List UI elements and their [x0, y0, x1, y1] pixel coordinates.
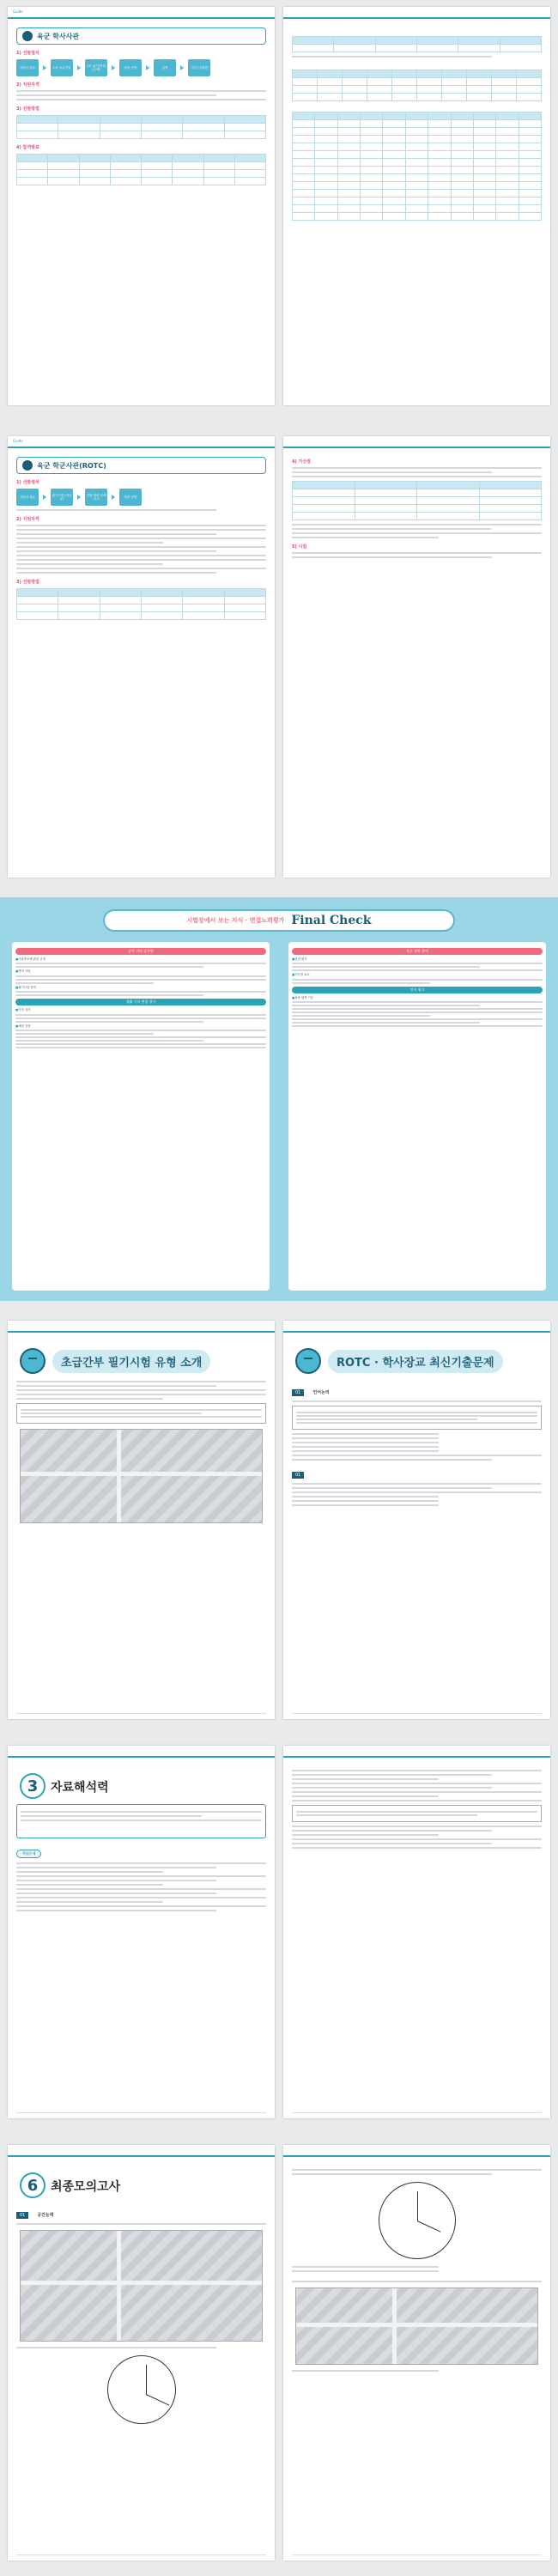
chapter-6-right	[283, 2145, 550, 2561]
running-head	[283, 1321, 550, 1333]
flow-step: 2차 필기/면접 (신체)	[85, 59, 107, 76]
chapter-6-left	[8, 2145, 275, 2561]
check-item: ■ 가산점 요소	[292, 973, 543, 976]
text-line	[292, 1496, 439, 1498]
mascot-icon	[295, 1348, 321, 1374]
example-box	[292, 1805, 542, 1822]
text-line	[16, 2223, 266, 2225]
text-line	[16, 94, 216, 96]
text-line	[292, 1500, 439, 1502]
text-line	[292, 1838, 542, 1840]
flow-step: 최종 선발	[119, 59, 142, 76]
text-line	[292, 556, 492, 558]
text-line	[292, 1442, 439, 1443]
text-line	[292, 1783, 542, 1784]
map-figure	[20, 2230, 263, 2342]
final-check-spread	[0, 897, 558, 1301]
text-line	[16, 1867, 216, 1868]
text-line	[16, 509, 216, 511]
right-table-3	[292, 112, 542, 221]
text-line	[292, 1847, 542, 1849]
section-label: 언어논리	[312, 1390, 330, 1395]
process-flow	[16, 489, 266, 506]
text-line	[16, 1880, 216, 1881]
text-line	[292, 56, 492, 58]
chapter-name: 최종모의고사	[51, 2179, 121, 2194]
final-check-header	[103, 909, 455, 932]
text-line	[16, 2347, 216, 2348]
text-line	[16, 533, 216, 535]
guide-right-page	[283, 1321, 550, 1719]
text-line	[16, 568, 266, 569]
check-item: ■ 필기시험 영역	[15, 986, 266, 989]
text-line	[292, 476, 542, 477]
text-line	[16, 1897, 266, 1899]
emblem-icon	[22, 460, 33, 471]
page-footer	[16, 1713, 266, 1716]
panel-heading: 육군 정보 참여	[292, 948, 543, 955]
section-label: 3) 선발방법	[16, 106, 39, 112]
running-head	[283, 436, 550, 448]
text-line	[292, 1459, 492, 1461]
guide-spread	[0, 1314, 558, 1726]
final-check-left-panel	[12, 942, 270, 1291]
text-line	[292, 1795, 439, 1797]
running-head	[283, 1746, 550, 1758]
chapter-3-spread	[0, 1739, 558, 2125]
score-table	[16, 154, 266, 185]
running-head	[283, 2145, 550, 2157]
section-label: 공간능력	[37, 2213, 54, 2218]
running-head	[8, 7, 275, 19]
page-footer	[16, 2112, 266, 2115]
flow-step: 1차 서류전형	[51, 59, 73, 76]
text-line	[292, 1770, 542, 1771]
panel-heading: 공무 기타 공무원	[15, 948, 266, 955]
chapter-3-right	[283, 1746, 550, 2118]
text-line	[16, 1910, 216, 1911]
guide-title: 초급간부 필기시험 유형 소개	[52, 1350, 210, 1373]
text-line	[292, 1446, 439, 1448]
text-line	[292, 1487, 492, 1489]
chapter-number: 6	[20, 2172, 45, 2198]
text-line	[292, 2169, 542, 2171]
text-line	[16, 1901, 163, 1903]
text-line	[16, 1389, 266, 1391]
text-line	[292, 1800, 542, 1801]
text-line	[292, 2266, 439, 2268]
check-item: ■ 인성 검사	[15, 1008, 266, 1012]
flow-step: 최종 선발	[119, 489, 142, 506]
clock-diagram	[379, 2182, 456, 2259]
section-label: 3) 선발방법	[16, 580, 39, 585]
running-head	[283, 7, 550, 19]
flow-step: 입영	[154, 59, 176, 76]
text-line	[292, 1791, 542, 1793]
text-line	[16, 572, 216, 574]
text-line	[292, 537, 439, 538]
check-item: ■ 면접 평가	[292, 957, 543, 961]
emblem-icon	[22, 31, 33, 41]
chapter-number: 3	[20, 1773, 45, 1799]
grid-figure	[295, 2287, 538, 2365]
right-table-1	[292, 36, 542, 52]
text-line	[16, 1871, 163, 1873]
text-line	[16, 1888, 266, 1890]
arrow-icon	[112, 65, 115, 70]
right-table-2	[292, 70, 542, 101]
text-line	[16, 1398, 163, 1400]
page-title: 육군 학군사관(ROTC)	[37, 461, 106, 470]
final-check-subtitle: 시험장에서 보는 지식 · 면접노력평가	[186, 917, 285, 924]
text-line	[292, 1826, 542, 1827]
section-label: 2) 지원자격	[16, 82, 39, 88]
check-item: ■ 병역 사항	[15, 969, 266, 973]
text-line	[16, 1862, 266, 1864]
flow-step: 지원서 접수	[16, 59, 39, 76]
text-line	[16, 99, 266, 100]
text-line	[292, 1483, 542, 1485]
running-head	[8, 436, 275, 448]
text-line	[292, 467, 542, 469]
text-line	[292, 552, 542, 554]
text-line	[292, 2270, 439, 2272]
page-title-bar	[16, 27, 266, 45]
page-footer	[16, 2555, 266, 2557]
arrow-icon	[77, 65, 81, 70]
section-badge: 01	[16, 2212, 28, 2219]
text-line	[16, 1884, 163, 1886]
selection-table	[16, 588, 266, 620]
chapter-name: 자료해석력	[51, 1780, 109, 1795]
chapter-title-block	[20, 2172, 263, 2198]
text-line	[16, 529, 266, 531]
check-item: ■ 체력 검정	[15, 1024, 266, 1028]
page-title: 육군 학사사관	[37, 32, 80, 40]
check-item: ■ 사관후보생 관련 규정	[15, 957, 266, 961]
text-line	[292, 2281, 542, 2282]
text-line	[292, 2370, 439, 2372]
spread-1	[0, 0, 558, 412]
section-label: 1) 선발절차	[16, 51, 39, 56]
text-line	[16, 546, 266, 548]
section-pill: 핵심문제	[16, 1850, 41, 1858]
text-line	[16, 563, 163, 565]
chapter-intro-box	[16, 1804, 266, 1838]
flow-step: 필기시험 (적성 등)	[51, 489, 73, 506]
running-head	[8, 2145, 275, 2157]
text-line	[16, 1381, 266, 1382]
page-left-2	[8, 436, 275, 878]
bonus-table	[292, 481, 542, 520]
text-line	[292, 1774, 492, 1776]
text-line	[292, 528, 492, 530]
text-line	[292, 1830, 492, 1832]
text-line	[16, 550, 216, 552]
text-line	[16, 90, 266, 92]
page-footer	[292, 1713, 542, 1716]
text-line	[292, 1450, 439, 1452]
text-line	[16, 1385, 216, 1387]
check-item: ■ 최종 합격 기준	[292, 996, 543, 999]
chapter-6-spread	[0, 2138, 558, 2567]
text-line	[292, 524, 542, 526]
text-line	[16, 559, 266, 561]
page-footer	[292, 2112, 542, 2115]
spread-2	[0, 429, 558, 884]
panel-heading: 생활 기타 면접 평가	[15, 999, 266, 1005]
arrow-icon	[43, 495, 46, 500]
arrow-icon	[77, 495, 81, 500]
guide-title-block	[20, 1348, 263, 1374]
text-line	[16, 1893, 216, 1894]
text-line	[292, 1504, 439, 1506]
question-number: 01	[292, 1472, 304, 1479]
section-label: 1) 선발절차	[16, 480, 39, 485]
flow-step: 지원서 접수	[16, 489, 39, 506]
text-line	[292, 1400, 542, 1402]
guide-tag: Guide	[13, 439, 23, 443]
circle-diagram	[107, 2355, 176, 2424]
text-line	[292, 1834, 439, 1836]
text-line	[16, 1905, 266, 1907]
text-line	[292, 1455, 542, 1456]
page-right-2	[283, 436, 550, 878]
section-label: 5) 시험	[292, 544, 307, 550]
page-footer	[292, 2555, 542, 2557]
text-line	[292, 1778, 439, 1780]
text-line	[16, 555, 266, 556]
final-check-title: Final Check	[291, 914, 372, 927]
text-line	[16, 542, 163, 544]
guide-left-page	[8, 1321, 275, 1719]
section-label: 2) 지원자격	[16, 517, 39, 522]
final-check-right-panel	[288, 942, 546, 1291]
text-line	[16, 525, 266, 526]
page-right-1	[283, 7, 550, 405]
panel-heading: 인지 평가	[292, 987, 543, 993]
arrow-icon	[112, 495, 115, 500]
text-line	[292, 1787, 492, 1789]
text-line	[292, 1843, 492, 1844]
text-line	[292, 1437, 439, 1439]
text-line	[292, 2173, 492, 2175]
mascot-icon	[20, 1348, 45, 1374]
page-title-bar	[16, 457, 266, 474]
flow-step: 면접·체력 신체검사	[85, 489, 107, 506]
process-flow	[16, 59, 266, 76]
text-line	[292, 471, 492, 473]
guide-title: ROTC · 학사장교 최신기출문제	[328, 1350, 503, 1373]
text-line	[292, 1433, 439, 1435]
text-line	[16, 1875, 266, 1877]
text-line	[292, 532, 542, 534]
page-left-1	[8, 7, 275, 405]
map-figure	[20, 1429, 263, 1523]
chapter-title-block	[20, 1773, 263, 1799]
section-label: 4) 가산점	[292, 459, 311, 465]
chapter-3-left	[8, 1746, 275, 2118]
section-label: 4) 합격발표	[16, 145, 39, 150]
guide-tag: Guide	[13, 9, 23, 14]
running-head	[8, 1746, 275, 1758]
flow-step: 기본군사훈련	[188, 59, 210, 76]
guide-title-block	[295, 1348, 538, 1374]
text-line	[16, 538, 266, 539]
text-line	[16, 1394, 266, 1395]
arrow-icon	[146, 65, 149, 70]
section-badge: 01	[292, 1389, 304, 1396]
running-head	[8, 1321, 275, 1333]
selection-table	[16, 115, 266, 139]
text-line	[292, 1492, 542, 1493]
example-box	[16, 1403, 266, 1424]
arrow-icon	[43, 65, 46, 70]
arrow-icon	[180, 65, 184, 70]
question-box	[292, 1406, 542, 1430]
